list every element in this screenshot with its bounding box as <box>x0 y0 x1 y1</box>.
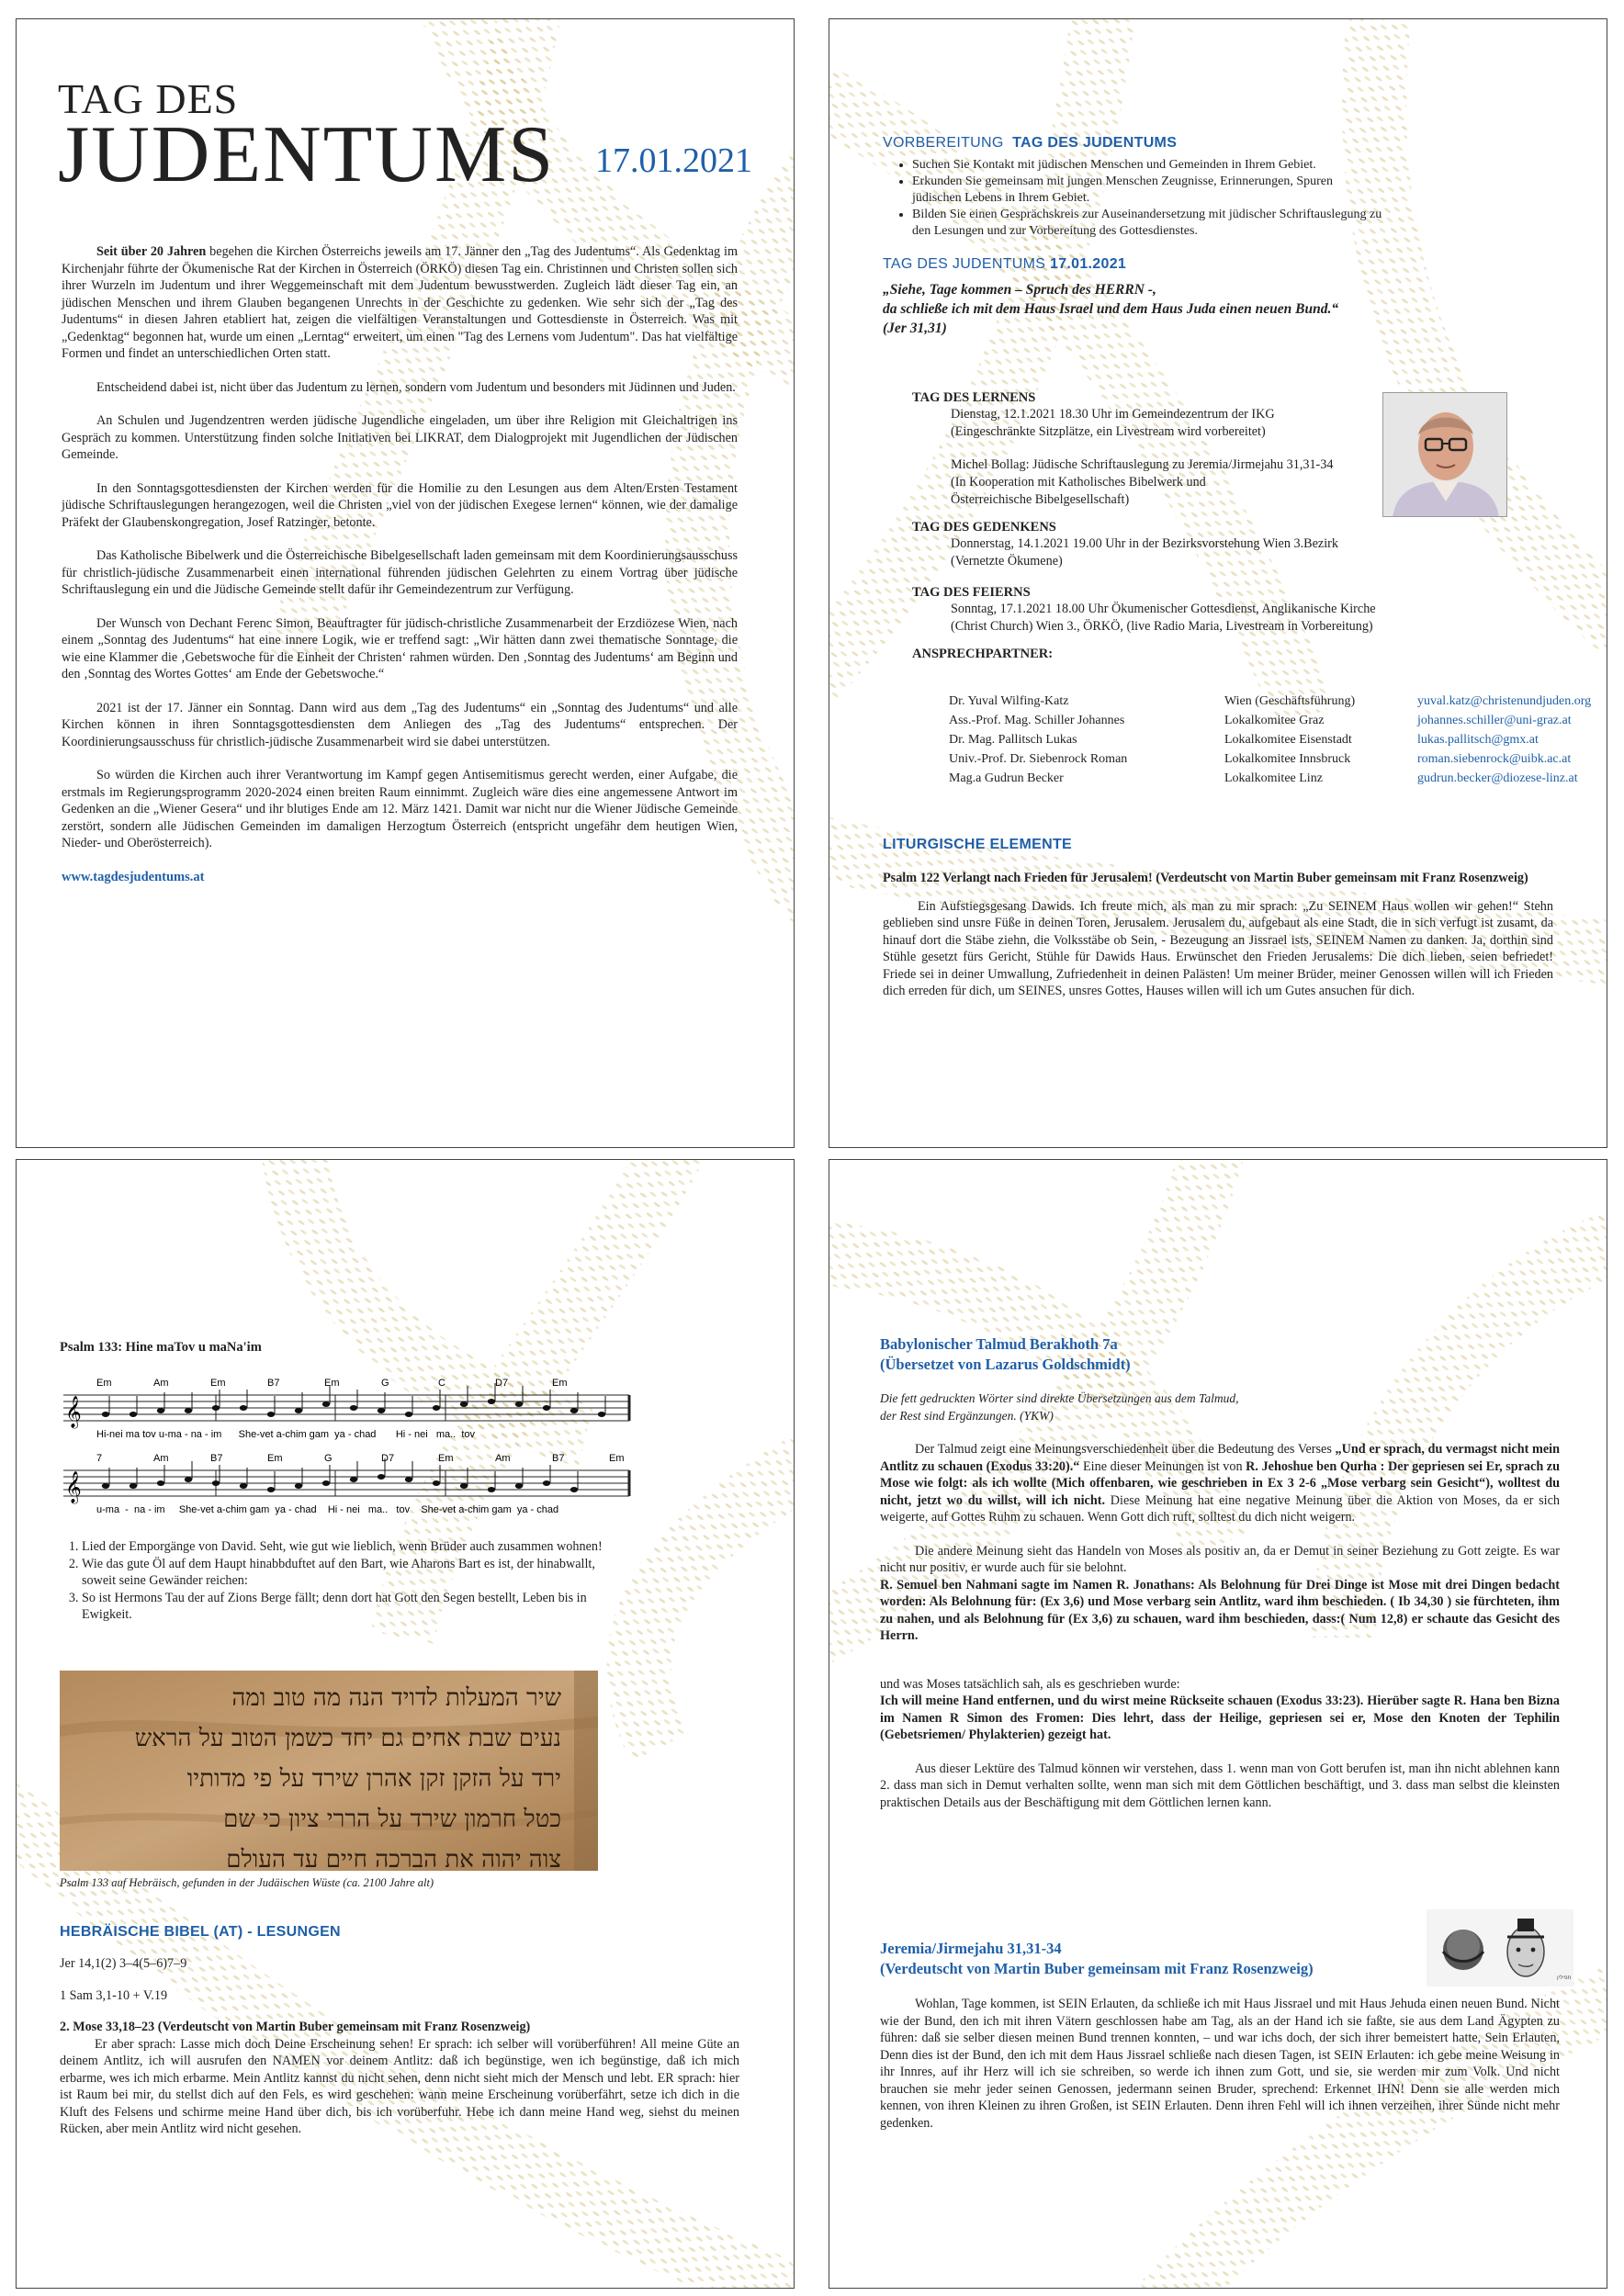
contact-name: Mag.a Gudrun Becker <box>949 771 1064 785</box>
page-3 <box>16 1159 795 2289</box>
chord-label: C <box>438 1378 445 1389</box>
chord-label: G <box>324 1453 333 1464</box>
lernen-line: (Eingeschränkte Sitzplätze, ein Livestream wird vorbereitet) <box>951 424 1266 439</box>
treble-clef-icon: 𝄞 <box>65 1471 82 1503</box>
paragraph: 2021 ist der 17. Jänner ein Sonntag. Dann wird aus dem „Tag des Judentums“ ein „Sonntag des Judentums“ und alle Kirchen können in ihren Sonntagsgottesdiensten dem Anliegen des „Tag des Judentums“ entsprechen. Der Koordinierungsausschuss für christlich-jüdische Zusammenarbeit wird sie dabei unterstützen. <box>62 700 738 749</box>
contact-row <box>949 769 1591 788</box>
day-heading-bold: 17.01.2021 <box>1050 256 1127 272</box>
prep-heading-bold: TAG DES JUDENTUMS <box>1012 135 1178 151</box>
note-head <box>157 1480 164 1486</box>
talmud-heading-line-1: Babylonischer Talmud Berakhoth 7a <box>880 1335 1118 1353</box>
feiern-details <box>951 601 1463 636</box>
chord-label: Em <box>324 1378 340 1389</box>
event-date: 17.01.2021 <box>595 141 752 180</box>
lernen-title: TAG DES LERNENS <box>912 390 1036 405</box>
prep-heading <box>883 135 1562 152</box>
lernen-details <box>951 406 1463 509</box>
intro-text <box>62 243 738 885</box>
gedenken-details <box>951 535 1463 570</box>
feiern-line: (Christ Church) Wien 3., ÖRKÖ, (live Radio Maria, Livestream in Vorbereitung) <box>951 619 1373 634</box>
list-item: • Bilden Sie einen Gesprächskreis zur Auseinandersetzung mit jüdischer Schriftauslegung zu den Lesungen und zur Vorbereitung des Gottesdienstes. <box>912 207 1399 240</box>
page-4 <box>829 1159 1607 2289</box>
talmud-paragraph: Die andere Meinung sieht das Handeln von Moses als positiv an, da er Demut in seiner Beziehung zu Gott zeigte. Es war nicht nur positiv, er wurde auch für sie belohnt. <box>880 1543 1560 1575</box>
contact-row <box>949 692 1591 711</box>
talmud-heading <box>880 1334 1560 1375</box>
note-head <box>295 1408 302 1413</box>
talmud-paragraph: und was Moses tatsächlich sah, als es geschrieben wurde: <box>880 1676 1180 1692</box>
lyrics-line: Hi-nei ma tov u-ma - na - im She-vet a-chim gam ya - chad Hi - nei ma.. tov <box>96 1429 476 1440</box>
note-head <box>295 1483 302 1489</box>
psalm-133-title: Psalm 133: Hine maTov u maNa'im <box>60 1340 262 1355</box>
chord-label: Em <box>552 1378 568 1389</box>
talmud-note-line: der Rest sind Ergänzungen. (YKW) <box>880 1409 1054 1423</box>
note-head <box>405 1412 412 1417</box>
treble-clef-icon: 𝄞 <box>65 1396 82 1428</box>
tefillin-label: תפילין <box>1557 1975 1572 1981</box>
lyrics-line: u-ma - na - im She-vet a-chim gam ya - chad Hi - nei ma.. tov She-vet a-chim gam ya - chad <box>96 1504 559 1515</box>
note-head <box>185 1408 192 1413</box>
note-head <box>185 1477 192 1482</box>
note-head <box>543 1405 550 1411</box>
verse: 2. Wie das gute Öl auf dem Haupt hinabbduftet auf den Bart, wie Aharons Bart es ist, der hinabwallt, soweit seine Gewänder reichen: <box>82 1556 629 1590</box>
day-heading-light: TAG DES JUDENTUMS <box>883 256 1046 272</box>
chord-label: Am <box>153 1378 169 1389</box>
chord-label: Am <box>153 1453 169 1464</box>
note-head <box>240 1405 247 1411</box>
page-2 <box>829 18 1607 1148</box>
jeremia-heading-line-2: (Verdeutscht von Martin Buber gemeinsam mit Franz Rosenzweig) <box>880 1960 1314 1977</box>
lernen-line: (In Kooperation mit Katholisches Bibelwerk und <box>951 475 1206 490</box>
contact-row <box>949 711 1591 730</box>
psalm-122-title: Psalm 122 Verlangt nach Frieden für Jerusalem! (Verdeutscht von Martin Buber gemeinsam mit Franz Rosenzweig) <box>883 871 1528 885</box>
feiern-line: Sonntag, 17.1.2021 18.00 Uhr Ökumenischer Gottesdienst, Anglikanische Kirche <box>951 602 1376 616</box>
contact-name: Dr. Yuval Wilfing-Katz <box>949 694 1069 708</box>
talmud-paragraph: Aus dieser Lektüre des Talmud können wir verstehen, dass 1. wenn man von Gott berufen ist, man ihn nicht ablehnen kann 2. dass man sich in Demut verhalten sollte, wenn man sich mit dem Göttlichen beschäftigt, und 3. dass man selbst die kleinsten praktischen Details aus der Beschäftigung mit dem Göttlichen lernen kann. <box>880 1761 1560 1810</box>
paragraph: In den Sonntagsgottesdiensten der Kirchen werden für die Homilie zu den Lesungen aus dem Alten/Ersten Testament jüdische Schriftauslegungen herangezogen, weil die Christen „viel von der jüdischen Exegese lernen“ können, wie der damalige Präfekt der Glaubenskongregation, Josef Ratzinger, betonte. <box>62 480 738 530</box>
quote-reference: (Jer 31,31) <box>883 321 947 336</box>
chord-label: D7 <box>495 1378 509 1389</box>
note-head <box>130 1412 137 1417</box>
quote-line-1: „Siehe, Tage kommen – Spruch des HERRN -, <box>883 282 1156 298</box>
quote-line-2: da schließe ich mit dem Haus Israel und dem Haus Juda einen neuen Bund.“ <box>883 301 1339 317</box>
note-head <box>433 1405 440 1411</box>
chord-label: Em <box>609 1453 625 1464</box>
lernen-line: Michel Bollag: Jüdische Schriftauslegung zu Jeremia/Jirmejahu 31,31-34 <box>951 457 1334 472</box>
paragraph: An Schulen und Jugendzentren werden jüdische Jugendliche eingeladen, um über ihre Religion mit Gleichaltrigen ins Gespräch zu kommen. Unterstützung finden solche Initiativen bei LIKRAT, dem Dialogprojekt mit Jugendlichen der Jüdischen Gemeinde. <box>62 413 738 462</box>
list-item: • Suchen Sie Kontakt mit jüdischen Menschen und Gemeinden in Ihrem Gebiet. <box>912 157 1562 174</box>
chord-label: Em <box>96 1378 112 1389</box>
chord-label: G <box>381 1378 389 1389</box>
note-head <box>322 1401 330 1407</box>
contact-name: Univ.-Prof. Dr. Siebenrock Roman <box>949 752 1128 766</box>
hebrew-scroll-text: שיר המעלות לדויד הנה מה טוב ומה נעים שבת אחים גם יחד כשמן הטוב על הראש ירד על הזקן זקן אהרן שירד על פי מדותיו כטל חרמון שירד על הררי ציון כי שם צוה יהוה את הברכה חיים עד העולם <box>134 1684 561 1871</box>
staff-1 <box>63 1378 629 1440</box>
prep-heading-light: VORBEREITUNG <box>883 135 1004 151</box>
jeremia-heading-line-1: Jeremia/Jirmejahu 31,31-34 <box>880 1940 1062 1957</box>
feiern-title: TAG DES FEIERNS <box>912 585 1031 600</box>
chord-label: B7 <box>210 1453 223 1464</box>
gedenken-line: Donnerstag, 14.1.2021 19.00 Uhr in der Bezirksvorstehung Wien 3.Bezirk <box>951 536 1338 551</box>
note-head <box>598 1412 605 1417</box>
talmud-quote-bold: „Und er sprach, du vermagst nicht mein Antlitz zu schauen (Exodus 33:20).“ <box>880 1442 1560 1474</box>
note-head <box>515 1401 523 1407</box>
contact-name: Ass.-Prof. Mag. Schiller Johannes <box>949 714 1125 727</box>
contact-role: Lokalkomitee Innsbruck <box>1224 752 1351 766</box>
note-head <box>570 1487 578 1492</box>
quote <box>883 280 1562 338</box>
contacts-table <box>949 692 1591 788</box>
contact-email[interactable]: yuval.katz@christenundjuden.org <box>1417 694 1592 708</box>
contact-email[interactable]: johannes.schiller@uni-graz.at <box>1417 714 1572 727</box>
gedenken-line: (Vernetzte Ökumene) <box>951 554 1063 568</box>
paragraph: Das Katholische Bibelwerk und die Österreichische Bibelgesellschaft laden gemeinsam mit dem Koordinierungsausschuss für christlich-jüdische Zusammenarbeit einen international führenden jüdischen Gelehrten zu einem Vortrag über jüdische Schriftauslegung ein und die Jüdische Gemeinde stellt dafür ihr Gemeindezentrum zur Verfügung. <box>62 548 738 597</box>
note-head <box>543 1480 550 1486</box>
note-head <box>515 1483 523 1489</box>
page-1 <box>16 18 795 1148</box>
mose-paragraph: Er aber sprach: Lasse mich doch Deine Erscheinung sehen! Er sprach: ich selber will vorüberführen! All meine Güte an deinem Antlitz, ich will ausrufen den NAMEN vor deinem Antlitz: daß ich begünstige, wen ich begünstige, daß ich mich erbarme, wes ich mich erbarme. Mein Antlitz kannst du nicht sehen, denn nicht sieht mich der Mensch und lebt. ER sprach: hier ist Raum bei mir, du stellst dich auf den Fels, es wird geschehen: wann meine Erscheinung vorüberfährt, setze ich dich in die Kluft des Felsens und schirme meine Hand über dich, bis ich vorüberfuhr. Hebe ich dann meine Hand weg, siehst du meinen Rücken, aber mein Antlitz wird nicht gesehen. <box>60 2036 739 2136</box>
note-head <box>212 1405 220 1411</box>
paragraph: Der Wunsch von Dechant Ferenc Simon, Beauftragter für jüdisch-christliche Zusammenarbeit der Erzdiözese Wien, nach einem „Sonntag des Judentums“ hat eine innere Logik, wie er treffend sagt: „Wir hätten dann zwei thematische Sonntage, die wie eine Klammer die ‚Gebetswoche für die Einheit der Christen‘ rahmen würden. Den ‚Sonntag des Judentums‘ am Beginn und den ‚Sonntag des Wortes Gottes‘ am Ende der Gebetswoche.“ <box>62 615 738 681</box>
note-head <box>378 1408 385 1413</box>
contacts-title: ANSPRECHPARTNER: <box>912 647 1054 661</box>
lernen-line: Österreichische Bibelgesellschaft) <box>951 492 1130 507</box>
chord-label: 7 <box>96 1453 103 1464</box>
chord-label: B7 <box>552 1453 565 1464</box>
chord-label: Em <box>438 1453 454 1464</box>
contact-row <box>949 749 1591 769</box>
psalm-122-text <box>883 898 1553 1000</box>
staff-2 <box>63 1453 629 1515</box>
talmud-text <box>880 1441 1560 1811</box>
psalm-133-verses <box>60 1538 629 1624</box>
prep-list <box>892 157 1562 240</box>
contact-role: Lokalkomitee Graz <box>1224 714 1325 727</box>
note-head <box>322 1480 330 1486</box>
day-heading <box>883 256 1562 273</box>
note-head <box>130 1483 137 1489</box>
contact-role: Wien (Geschäftsführung) <box>1224 694 1356 708</box>
note-head <box>102 1483 109 1489</box>
talmud-heading-line-2: (Übersetzet von Lazarus Goldschmidt) <box>880 1356 1131 1373</box>
paragraph: So würden die Kirchen auch ihrer Verantwortung im Kampf gegen Antisemitismus gerecht werden, einer Aufgabe, die erstmals im Regierungsprogramm 2020-2024 einen breiten Raum einnimmt. Zugleich wäre dies eine angemessene Antwort im Gedenken an die „Wiener Gesera“ und ihr blutiges Ende am 12. März 1421. Damit war nicht nur die Wiener Jüdische Gemeinde zerstört, sondern alle Jüdischen Gemeinden im damaligen Herzogtum Österreich (entspricht ungefähr dem heutigen Wien, Nieder- und Oberösterreich). <box>62 768 738 850</box>
note-head <box>267 1412 275 1417</box>
contact-role: Lokalkomitee Linz <box>1224 771 1323 785</box>
chord-label: D7 <box>381 1453 395 1464</box>
paragraph: Entscheidend dabei ist, nicht über das Judentum zu lernen, sondern vom Judentum und besonders mit Jüdinnen und Juden. <box>96 379 736 395</box>
reading-2: 1 Sam 3,1-10 + V.19 <box>60 1987 168 2003</box>
note-head <box>378 1474 385 1480</box>
list-item: • Erkunden Sie gemeinsam mit jungen Menschen Zeugnisse, Erinnerungen, Spuren jüdischen Lebens in Ihrem Gebiet. <box>912 174 1353 207</box>
contact-role: Lokalkomitee Eisenstadt <box>1224 733 1352 747</box>
chord-label: B7 <box>267 1378 280 1389</box>
contact-email[interactable]: gudrun.becker@diozese-linz.at <box>1417 771 1578 785</box>
liturgy-heading: LITURGISCHE ELEMENTE <box>883 837 1073 852</box>
note-head <box>350 1405 357 1411</box>
note-head <box>433 1480 440 1486</box>
chord-label: Em <box>267 1453 283 1464</box>
scroll-caption: Psalm 133 auf Hebräisch, gefunden in der Judäischen Wüste (ca. 2100 Jahre alt) <box>60 1876 434 1889</box>
contact-row <box>949 730 1591 749</box>
mose-text <box>60 2036 739 2138</box>
psalm-122-paragraph: Ein Aufstiegsgesang Dawids. Ich freute mich, als man zu mir sprach: „Zu SEINEM Haus wollen wir gehen!“ Stehn geblieben sind unsre Füße in deinen Toren, Jerusalem. Jerusalem du, aufgebaut als eine Stadt, die in sich verfugt ist zusamt, da hinauf dort die Stäbe ziehn, die Volksstäbe ob Sein, - Bezeugung an Jissrael ists, SEINEM Namen zu danken. Ja, dorthin sind Stühle gesetzt fürs Gericht, Stühle für Dawids Haus. Erwünschet den Frieden Jerusalems: Die dich lieben, seien befriedet! Friede sei in deiner Umwallung, Zufriedenheit in deinen Palästen! Um meiner Brüder, meiner Genossen willen will ich Frieden dich erreden für dich, um SEINES, unsres Gottes, Hauses willen will ich um Gutes ansuchen für dich. <box>883 898 1553 998</box>
talmud-quote-bold: R. Jehoshue ben Qurha : Der gepriesen sei Er, sprach zu Mose wie folgt: als ich wollte (Mich offenbaren, wie geschrieben in Ex 3 2-6 „Mose verbarg sein Gesicht“), wolltest du nicht, jetzt wo du willst, will ich nicht. <box>880 1458 1560 1508</box>
talmud-quote-bold: R. Semuel ben Nahmani sagte im Namen R. Jonathans: Als Belohnung für Drei Dinge ist Mose mit drei Dingen bedacht worden: Als Belohnung für: (Ex 3,6) und Mose verbarg sein Antlitz, ward ihm beschieden. ( Ib 34,30 ) sie fürchteten, ihm zu nahen, und als Belohnung für (Ex 3,6) zu schauen, ward ihm beschieden, dass:( Num 12,8) er schaute das Gesicht des Herrn. <box>880 1577 1560 1643</box>
intro-rest: begehen die Kirchen Österreichs jeweils am 17. Jänner den „Tag des Judentums“. Als Gedenktag im Kirchenjahr führte der Ökumenische Rat der Kirchen in Österreich (ÖRKÖ) diesen Tag ein. Christinnen und Christen sollen sich ihrer Wurzeln im Judentum und ihrer Weggemeinschaft mit dem Judentum bewusstwerden. Zugleich lädt dieser Tag ein, an jüdischen Menschen und ihrem Glauben begangenen Unrechts in der Geschichte zu gedenken. Wie sehr sich der „Tag des Judentums“ in diesen Jahren etabliert hat, zeigen die vielfältigen Veranstaltungen und Gottesdienste in Österreich. Was mit „Gedenktag“ begonnen hat, wurde um einen „Lerntag“ erweitert, um einen "Tag des Lernens vom Judentum". Das hat vielfältige Formen und findet an unterschiedlichen Orten statt. <box>62 244 738 361</box>
contact-email[interactable]: lukas.pallitsch@gmx.at <box>1417 733 1539 747</box>
note-head <box>488 1487 495 1492</box>
title-line-2: JUDENTUMS <box>58 110 556 199</box>
note-head <box>240 1483 247 1489</box>
note-head <box>460 1483 468 1489</box>
mose-title: 2. Mose 33,18–23 (Verdeutscht von Martin Buber gemeinsam mit Franz Rosenzweig) <box>60 2020 531 2034</box>
talmud-note-line: Die fett gedruckten Wörter sind direkte Übersetzungen aus dem Talmud, <box>880 1391 1239 1405</box>
jeremia-text <box>880 1996 1560 2132</box>
contact-email[interactable]: roman.siebenrock@uibk.ac.at <box>1417 752 1572 766</box>
verse: 3. So ist Hermons Tau der auf Zions Berge fällt; denn dort hat Gott den Segen bestellt, Leben bis in Ewigkeit. <box>82 1590 629 1624</box>
talmud-quote-bold: Ich will meine Hand entfernen, und du wirst meine Rückseite schauen (Exodus 33:23). Hierüber sagte R. Hana ben Bizna im Namen R Simon des Fromen: Dies lehrt, dass der Heilige, gepriesen sei er, Mose den Knoten der Tephilin (Gebetsriemen/ Phylakterien) gezeigt hat. <box>880 1694 1560 1742</box>
note-head <box>267 1487 275 1492</box>
intro-bold: Seit über 20 Jahren <box>96 244 207 259</box>
chord-label: Am <box>495 1453 511 1464</box>
jeremia-paragraph: Wohlan, Tage kommen, ist SEIN Erlauten, da schließe ich mit Haus Jissrael und mit Haus Jehuda einen neuen Bund. Nicht wie der Bund, den ich mit ihren Vätern geschlossen habe am Tag, als an der Hand ich sie faßte, sie aus dem Land Ägypten zu führen: daß sie selber diesen meinen Bund trennen konnten, – und war ichs doch, der sich ihrer bemeistert hatte, Sein Erlauten, Denn dies ist der Bund, den ich mit dem Haus Jissrael schließe nach diesen Tagen, ist SEIN Erlauten: ich gebe meine Weisung in ihr Innres, auf ihr Herz will ich sie schreiben, so werde ich ihnen zum Gott, und sie, sie werden mir zum Volk. Und nicht brauchen sie mehr jeder seinen Genossen, jedermann seinen Bruder, sprechend: Erkennet IHN! Denn sie alle werden mich kennen, von ihren Kleinen zu ihren Großen, ist SEIN Erlauten. Denn ihren Fehl will ich ihnen verzeihen, ihrer Sünde nicht mehr gedenken. <box>880 1997 1560 2131</box>
note-head <box>405 1477 412 1482</box>
note-head <box>212 1480 220 1486</box>
contact-name: Dr. Mag. Pallitsch Lukas <box>949 733 1077 747</box>
lernen-line: Dienstag, 12.1.2021 18.30 Uhr im Gemeindezentrum der IKG <box>951 407 1275 422</box>
title-line-1: TAG DES <box>58 75 239 122</box>
sheet-music <box>60 1369 648 1525</box>
dead-sea-scroll-image <box>60 1671 598 1871</box>
jeremia-heading <box>880 1939 1560 1979</box>
gedenken-title: TAG DES GEDENKENS <box>912 520 1056 535</box>
note-head <box>460 1401 468 1407</box>
reading-1: Jer 14,1(2) 3–4(5–6)7–9 <box>60 1956 187 1971</box>
verse: 1. Lied der Emporgänge von David. Seht, wie gut wie lieblich, wenn Brüder auch zusammen wohnen! <box>82 1538 629 1556</box>
talmud-note <box>880 1390 1560 1424</box>
talmud-text-span: Diese Meinung hat eine negative Meinung über die Aktion von Moses, da er sich weigerte, auf Gottes Ruhm zu schauen. Wenn Gott dich ruft, solltest du dich nicht weigern. <box>880 1492 1560 1525</box>
note-head <box>157 1408 164 1413</box>
chord-label: Em <box>210 1378 226 1389</box>
website-link[interactable]: www.tagdesjudentums.at <box>62 869 205 884</box>
note-head <box>570 1408 578 1413</box>
note-head <box>102 1412 109 1417</box>
bible-heading: HEBRÄISCHE BIBEL (AT) - LESUNGEN <box>60 1924 341 1940</box>
note-head <box>350 1477 357 1482</box>
note-head <box>488 1399 495 1404</box>
talmud-text-span: Eine dieser Meinungen ist von <box>1079 1458 1246 1474</box>
talmud-text-span: Der Talmud zeigt eine Meinungsverschiedenheit über die Bedeutung des Verses <box>915 1442 1336 1457</box>
